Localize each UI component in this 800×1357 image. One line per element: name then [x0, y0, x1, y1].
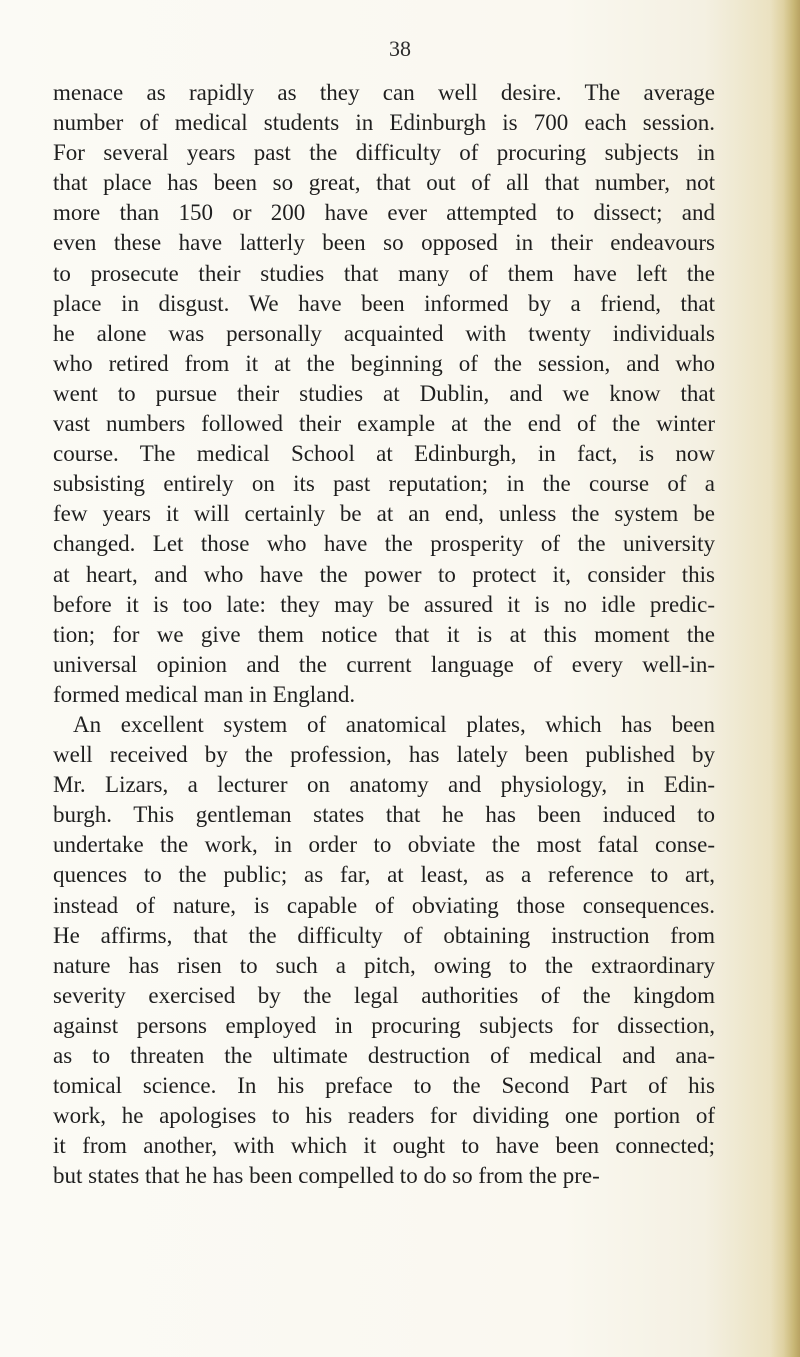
text-line: For several years past the difficulty of procuring subjects in: [53, 140, 715, 166]
text-line: he alone was personally acquainted with twenty individuals: [53, 320, 715, 346]
text-line: to prosecute their studies that many of them have left the: [53, 260, 715, 286]
text-line: went to pursue their studies at Dublin, and we know that: [53, 380, 715, 406]
text-line: who retired from it at the beginning of the session, and who: [53, 350, 715, 376]
text-line: at heart, and who have the power to protect it, consider this: [53, 561, 715, 587]
text-line: universal opinion and the current language of every well-in-: [53, 651, 715, 677]
text-line: but states that he has been compelled to do so from the pre-: [53, 1163, 600, 1189]
text-line: course. The medical School at Edinburgh, in fact, is now: [53, 441, 715, 467]
text-line: An excellent system of anatomical plates, which has been: [73, 711, 715, 737]
text-line: burgh. This gentleman states that he has been induced to: [53, 802, 715, 828]
paragraph: [53, 710, 715, 1192]
text-line: nature has risen to such a pitch, owing to the extraordinary: [53, 952, 715, 978]
text-line: place in disgust. We have been informed by a friend, that: [53, 290, 715, 316]
text-line: instead of nature, is capable of obviating those consequences.: [53, 892, 715, 918]
paragraph: [53, 78, 715, 710]
text-line: few years it will certainly be at an end, unless the system be: [53, 501, 715, 527]
page-number: 38: [389, 36, 411, 61]
text-line: tion; for we give them notice that it is at this moment the: [53, 621, 715, 647]
text-line: that place has been so great, that out of all that number, not: [53, 170, 715, 196]
text-line: formed medical man in England.: [53, 681, 356, 707]
text-line: severity exercised by the legal authorities of the kingdom: [53, 982, 715, 1008]
page-edge-stain: [770, 0, 800, 1357]
text-line: undertake the work, in order to obviate the most fatal conse-: [53, 832, 715, 858]
text-line: more than 150 or 200 have ever attempted to dissect; and: [53, 200, 715, 226]
text-line: it from another, with which it ought to have been connected;: [53, 1133, 715, 1159]
text-line: menace as rapidly as they can well desire. The average: [53, 80, 715, 105]
text-line: well received by the profession, has lately been published by: [53, 742, 715, 768]
text-line: number of medical students in Edinburgh is 700 each session.: [53, 110, 715, 136]
text-line: quences to the public; as far, at least, as a reference to art,: [53, 862, 715, 888]
body-text: [53, 78, 715, 1191]
text-line: He affirms, that the difficulty of obtaining instruction from: [53, 922, 715, 948]
text-line: even these have latterly been so opposed in their endeavours: [53, 230, 715, 256]
text-line: against persons employed in procuring subjects for dissection,: [53, 1012, 715, 1038]
text-line: tomical science. In his preface to the Second Part of his: [53, 1073, 715, 1099]
text-line: work, he apologises to his readers for dividing one portion of: [53, 1103, 715, 1129]
text-line: changed. Let those who have the prosperity of the university: [53, 531, 715, 557]
text-line: as to threaten the ultimate destruction of medical and ana-: [53, 1043, 715, 1068]
text-line: vast numbers followed their example at the end of the winter: [53, 411, 715, 437]
text-line: before it is too late: they may be assured it is no idle predic-: [53, 591, 715, 617]
text-line: subsisting entirely on its past reputation; in the course of a: [53, 471, 715, 497]
text-line: Mr. Lizars, a lecturer on anatomy and physiology, in Edin-: [53, 772, 715, 798]
